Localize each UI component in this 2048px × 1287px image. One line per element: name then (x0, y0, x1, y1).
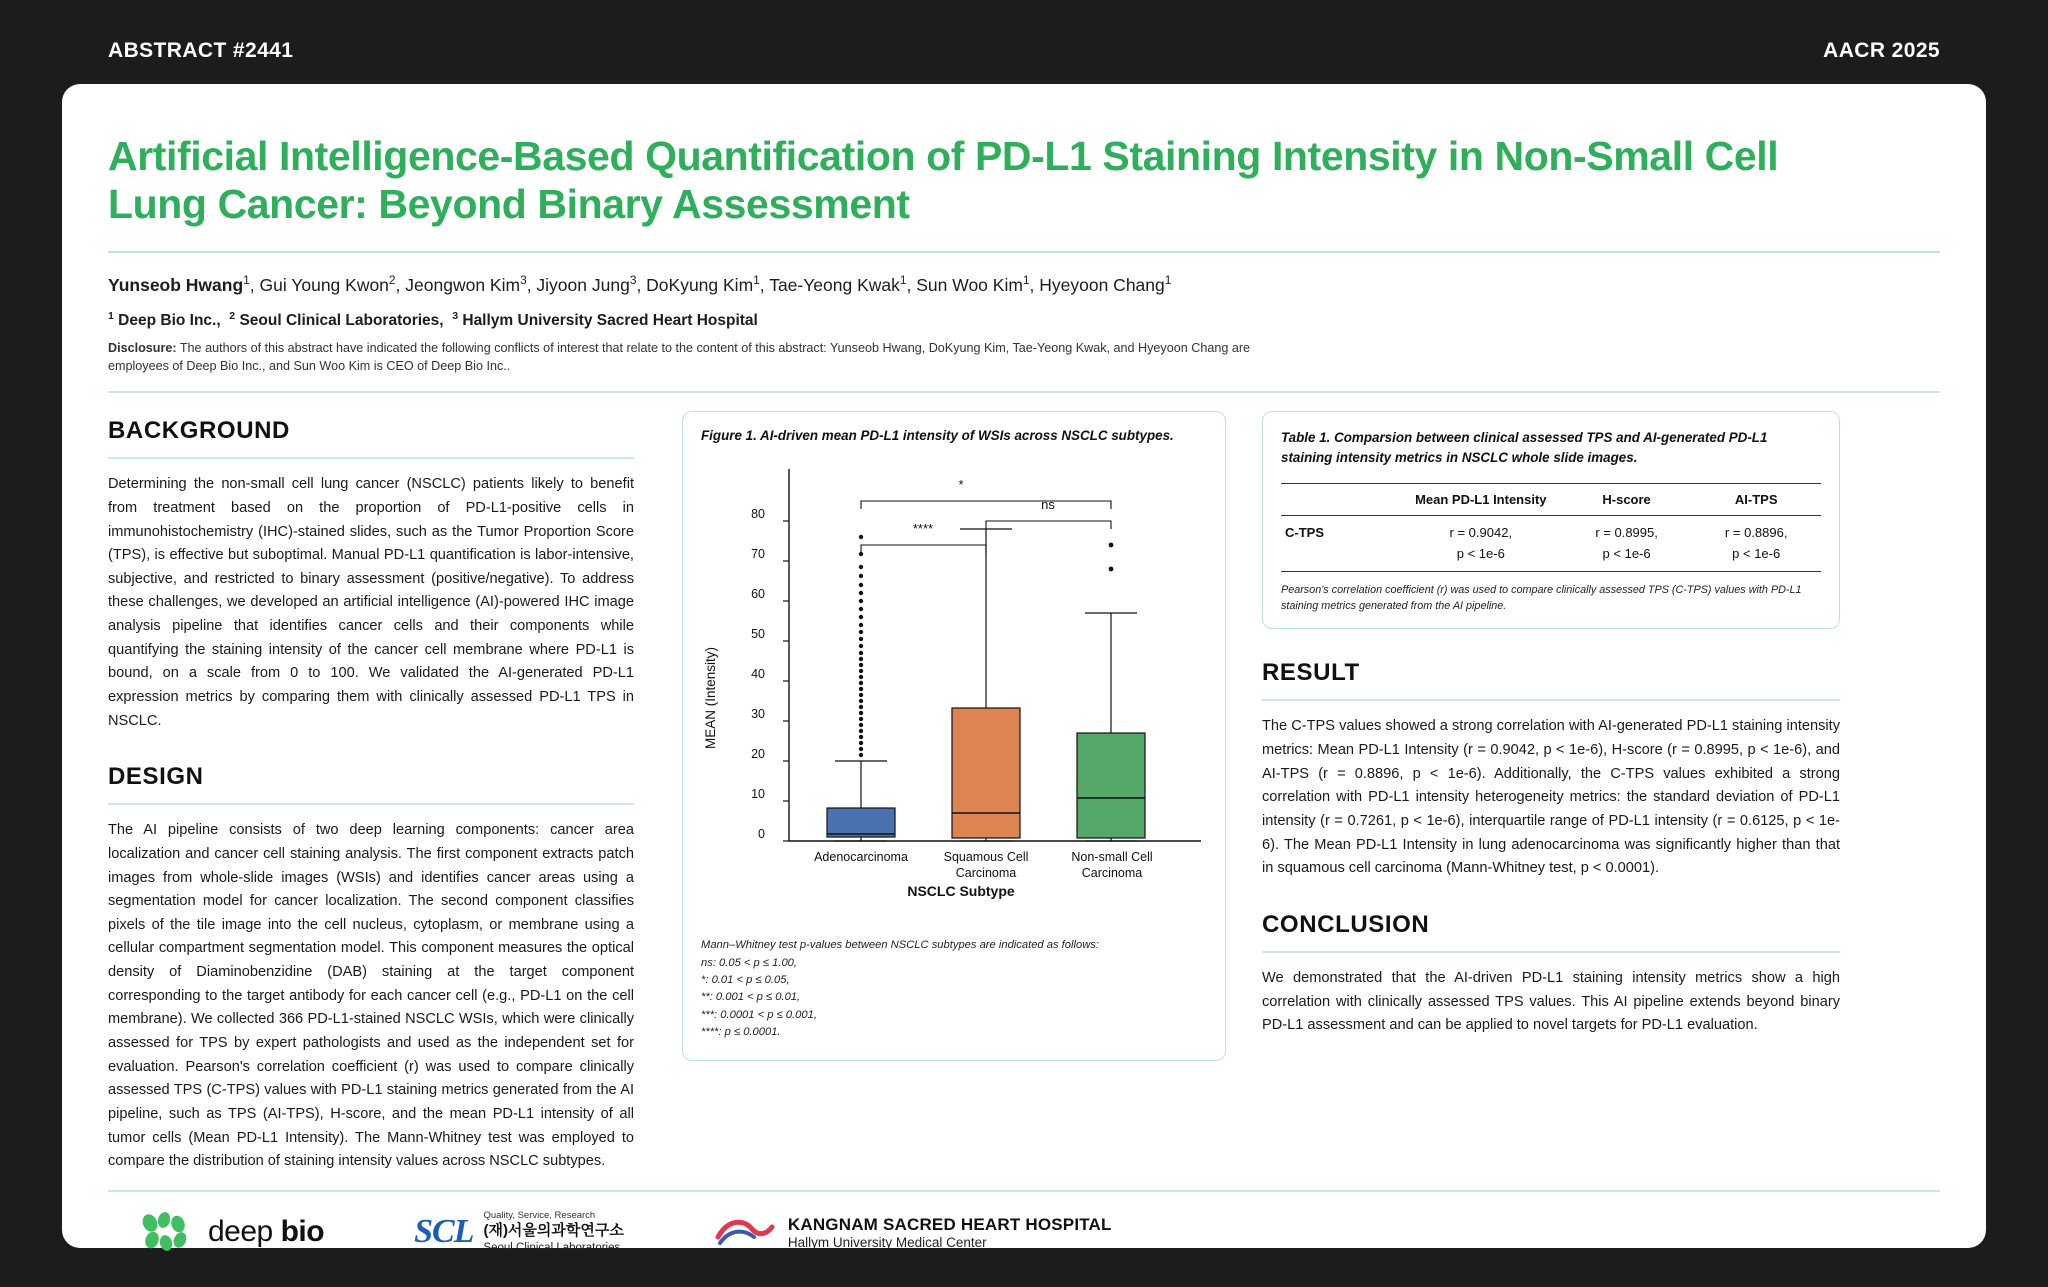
row-label-blank (1281, 544, 1400, 572)
sig-label-4star: **** (912, 521, 934, 537)
section-heading-design: DESIGN (108, 763, 204, 791)
scl-name-english: Seoul Clinical Laboratories (483, 1241, 621, 1254)
figure-note (701, 937, 1207, 1041)
disclosure-label: Disclosure: (108, 340, 177, 355)
title-divider (108, 251, 1940, 253)
table-row (1281, 544, 1821, 572)
kangnam-subname: Hallym University Medical Center (787, 1234, 987, 1250)
design-block (108, 763, 634, 1174)
background-text: Determining the non-small cell lung cancer (NSCLC) patients likely to benefit from treatment based on the proportion of PD-L1-positive cells in immunohistochemistry (IHC)-stained slides, such as the Tumor Proportion Score (TPS), is effective but suboptimal. Manual PD-L1 quantification is labor-intensive, subjective, and restricted to binary assessment (positive/negative). To address these challenges, we developed an artificial intelligence (AI)-powered IHC image analysis pipeline that identifies cancer cells and their components while quantifying the staining intensity of the cancer cell membrane where PD-L1 is bound, on a scale from 0 to 100. We validated the AI-generated PD-L1 expression metrics by comparing them with clinically assessed PD-L1 TPS in NSCLC. (108, 476, 634, 729)
cell-p-hscore: p < 1e-6 (1562, 544, 1692, 572)
kangnam-mark-icon (714, 1215, 776, 1249)
boxplot-chart (701, 449, 1207, 929)
result-text: The C-TPS values showed a strong correlation with AI-generated PD-L1 staining intensity metrics: Mean PD-L1 Intensity (r = 0.9042, p < 1e-6), H-score (r = 0.8995, p < 1e-6), and AI-TPS (r = 0.8896, p < 1e-6). Additionally, the C-TPS values exhibited a strong correlation with PD-L1 intensity heterogeneity metrics: the standard deviation of PD-L1 intensity (r = 0.7261, p < 1e-6), interquartile range of PD-L1 intensity (r = 0.6125, p < 1e-6). The Mean PD-L1 Intensity in lung adenocarcinoma was significantly higher than that in squamous cell carcinoma (Mann-Whitney test, p < 0.0001). (1262, 718, 1840, 877)
section-heading-result: RESULT (1262, 659, 1360, 687)
disclosure (108, 339, 1268, 376)
section-divider (1262, 951, 1840, 953)
row-label-ctps: C-TPS (1285, 525, 1324, 541)
logo-kangnam (714, 1215, 1112, 1250)
x-label-squamous: Squamous Cell Carcinoma (943, 850, 1029, 881)
col-header-hscore: H-score (1562, 484, 1692, 516)
conference-name: AACR 2025 (1823, 39, 1940, 62)
y-tick-60: 60 (751, 587, 765, 602)
x-label-adenocarcinoma: Adenocarcinoma (814, 850, 908, 865)
y-tick-40: 40 (751, 667, 765, 682)
section-divider (108, 803, 634, 805)
y-tick-50: 50 (751, 627, 765, 642)
top-bar (62, 18, 1986, 84)
y-tick-10: 10 (751, 787, 765, 802)
deepbio-word-bio: bio (280, 1215, 325, 1249)
table-header-row (1281, 484, 1821, 516)
y-tick-70: 70 (751, 547, 765, 562)
figure-note-line-0: Mann–Whitney test p-values between NSCLC subtypes are indicated as follows: (701, 939, 1099, 952)
poster-wrapper (62, 18, 1986, 1268)
header-divider (108, 391, 1940, 393)
col-header-mean-intensity: Mean PD-L1 Intensity (1400, 484, 1562, 516)
abstract-number: ABSTRACT #2441 (108, 39, 294, 62)
col-header-blank (1281, 484, 1400, 516)
figure-note-line-4: ***: 0.0001 < p ≤ 0.001, (701, 1008, 817, 1021)
author-list: Yunseob Hwang$^1$, Gui Young Kwon$^2$, Jeongwon Kim$^3$, Jiyoon Jung$^3$, DoKyung Kim$^1$, Tae-Yeong Kwak$^1$, Sun Woo Kim$^1$, Hyeyoon Chang$^1$ (108, 272, 1172, 295)
deep-bio-wordmark (208, 1215, 324, 1249)
figure-caption: Figure 1. AI-driven mean PD-L1 intensity of WSIs across NSCLC subtypes. (701, 428, 1174, 444)
deepbio-word-deep: deep (208, 1215, 273, 1249)
box-adenocarcinoma (827, 535, 895, 841)
column-left (108, 411, 668, 1174)
box-non-small-cell-carcinoma (1077, 543, 1145, 841)
kangnam-name: KANGNAM SACRED HEART HOSPITAL (787, 1214, 1112, 1234)
logo-scl (414, 1210, 624, 1255)
col-header-ai-tps: AI-TPS (1691, 484, 1821, 516)
cell-p-mean: p < 1e-6 (1400, 544, 1562, 572)
scl-text-block (483, 1210, 623, 1255)
column-right (1240, 411, 1840, 1174)
figure-note-line-5: ****: p ≤ 0.0001. (701, 1026, 781, 1039)
y-tick-0: 0 (758, 827, 765, 842)
disclosure-text: The authors of this abstract have indicated the following conflicts of interest that relate to the content of this abstract: Yunseob Hwang, DoKyung Kim, Tae-Yeong Kwak, and Hyeyoon Chang are employees of Deep Bio Inc., and Sun Woo Kim is CEO of Deep Bio Inc.. (108, 340, 1251, 373)
figure-note-line-2: *: 0.01 < p ≤ 0.05, (701, 973, 790, 986)
poster-body (62, 84, 1986, 1254)
conclusion-text: We demonstrated that the AI-driven PD-L1 staining intensity metrics show a high correlation with clinically assessed TPS values. This AI pipeline extends beyond binary PD-L1 assessment and can be applied to novel targets for PD-L1 evaluation. (1262, 969, 1840, 1034)
result-block (1262, 659, 1840, 880)
cell-p-aitps: p < 1e-6 (1691, 544, 1821, 572)
figure-note-line-1: ns: 0.05 < p ≤ 1.00, (701, 956, 798, 969)
y-tick-30: 30 (751, 707, 765, 722)
kangnam-text-block (788, 1215, 1112, 1250)
scl-wordmark: SCL (414, 1213, 474, 1251)
conclusion-block (1262, 911, 1840, 1038)
section-divider (1262, 699, 1840, 701)
x-label-nscc: Non-small Cell Carcinoma (1071, 850, 1153, 881)
sig-label-ns: ns (1041, 497, 1055, 513)
scl-name-korean: (재)서울의과학연구소 (483, 1221, 624, 1239)
cell-r-mean: r = 0.9042, (1449, 525, 1513, 541)
scl-tagline: Quality, Service, Research (483, 1209, 596, 1221)
figure-panel (682, 411, 1226, 1061)
x-axis-title: NSCLC Subtype (907, 883, 1015, 900)
sig-label-star: * (958, 477, 964, 493)
column-middle (668, 411, 1240, 1174)
y-tick-20: 20 (751, 747, 765, 762)
table-row (1281, 516, 1821, 545)
content-columns (108, 411, 1940, 1174)
significance-brackets (861, 501, 1111, 554)
table-note: Pearson's correlation coefficient (r) was used to compare clinically assessed TPS (C-TPS) values with PD-L1 staining metrics generated from the AI pipeline. (1281, 584, 1802, 613)
cell-r-hscore: r = 0.8995, (1595, 525, 1658, 541)
section-heading-conclusion: CONCLUSION (1262, 910, 1430, 938)
y-axis-title: MEAN (Intensity) (703, 647, 718, 750)
figure-note-line-3: **: 0.001 < p ≤ 0.01, (701, 991, 801, 1004)
section-divider (108, 457, 634, 459)
logo-deep-bio (138, 1211, 324, 1253)
author-lead: Yunseob Hwang (108, 274, 244, 295)
design-text: The AI pipeline consists of two deep learning components: cancer area localization and cancer cell staining analysis. The first component extracts patch images from whole-slide images (WSIs) and identifies cancer areas using a segmentation model for cancer localization. The second component classifies pixels of the tile image into the cell nucleus, cytoplasm, or membrane using a cellular compartment segmentation model. This component measures the optical density of Diaminobenzidine (DAB) staining at the target component corresponding to the target antibody for each cancer cell (e.g., PD-L1 on the cell membrane). We collected 366 PD-L1-stained NSCLC WSIs, which were clinically assessed for TPS by expert pathologists and used as the independent set for evaluation. Pearson's correlation coefficient (r) was used to compare clinically assessed TPS (C-TPS) values with PD-L1 staining metrics generated from the AI pipeline, such as TPS (AI-TPS), H-score, and the mean PD-L1 intensity of all tumor cells (Mean PD-L1 Intensity). The Mann-Whitney test was employed to compare the distribution of staining intensity values across NSCLC subtypes. (108, 822, 634, 1170)
box-squamous-cell-carcinoma (952, 529, 1020, 841)
cell-r-aitps: r = 0.8896, (1724, 525, 1788, 541)
section-heading-background: BACKGROUND (108, 417, 290, 445)
y-tick-80: 80 (751, 507, 765, 522)
deep-bio-mark-icon (138, 1211, 196, 1253)
affiliations: $^1$ Deep Bio Inc., $^2$ Seoul Clinical Laboratories, $^3$ Hallym University Sacred Heart Hospital (108, 309, 758, 329)
table-panel (1262, 411, 1840, 629)
results-table (1281, 483, 1821, 572)
footer-logos (108, 1190, 1940, 1255)
page-title: Artificial Intelligence-Based Quantification of PD-L1 Staining Intensity in Non-Small Cell Lung Cancer: Beyond Binary Assessment (108, 133, 1779, 228)
table-caption: Table 1. Comparsion between clinical assessed TPS and AI-generated PD-L1 staining intensity metrics in NSCLC whole slide images. (1281, 430, 1768, 465)
